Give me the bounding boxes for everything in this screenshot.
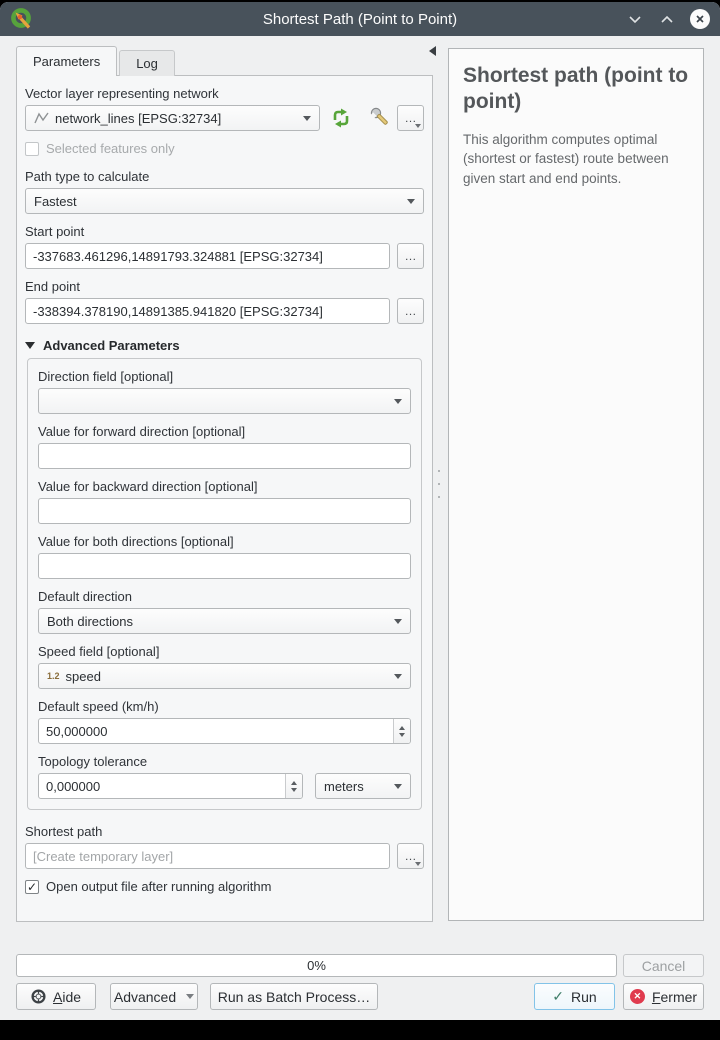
open-output-label: Open output file after running algorithm — [46, 879, 272, 894]
cancel-button[interactable]: Cancel — [623, 954, 704, 977]
spin-buttons[interactable] — [285, 774, 302, 798]
iterate-icon — [329, 106, 353, 130]
default-speed-label: Default speed (km/h) — [38, 699, 159, 714]
topology-tolerance-input[interactable] — [38, 773, 303, 799]
dialog-window — [0, 2, 720, 1020]
advanced-parameters-frame — [27, 358, 422, 810]
maximize-button[interactable] — [658, 10, 676, 28]
forward-value-input[interactable] — [38, 443, 411, 469]
start-point-input[interactable] — [25, 243, 390, 269]
default-speed-spinbox[interactable] — [38, 718, 411, 744]
expander-arrow-icon — [25, 342, 35, 349]
minimize-button[interactable] — [626, 10, 644, 28]
selected-features-checkbox[interactable] — [25, 142, 39, 156]
chevron-down-icon — [303, 116, 311, 121]
help-icon — [31, 989, 46, 1004]
topology-tolerance-label: Topology tolerance — [38, 754, 148, 769]
network-layer-combobox[interactable] — [25, 105, 320, 131]
network-layer-value: network_lines [EPSG:32734] — [55, 110, 222, 126]
topology-units-combobox[interactable] — [315, 773, 411, 799]
advanced-parameters-expander[interactable]: Advanced Parameters — [25, 338, 424, 353]
run-as-batch-button[interactable]: Run as Batch Process… — [210, 983, 378, 1010]
close-dialog-button[interactable]: ✕ Fermer — [623, 983, 704, 1010]
decimal-field-icon: 1.2 — [47, 671, 60, 681]
iterate-button[interactable] — [327, 105, 355, 131]
network-layer-label: Vector layer representing network — [25, 86, 219, 101]
advanced-menu-button[interactable]: Advanced — [110, 983, 198, 1010]
splitter-handle[interactable] — [437, 470, 441, 498]
chevron-down-icon — [394, 674, 402, 679]
spin-up-icon — [291, 781, 297, 785]
start-point-browse-button[interactable]: … — [397, 243, 424, 269]
start-point-label: Start point — [25, 224, 85, 239]
wrench-icon — [363, 105, 389, 131]
output-browse-button[interactable]: … — [397, 843, 424, 869]
both-value-label: Value for both directions [optional] — [38, 534, 234, 549]
end-point-label: End point — [25, 279, 80, 294]
run-button[interactable]: ✓ Run — [534, 983, 615, 1010]
forward-value-label: Value for forward direction [optional] — [38, 424, 246, 439]
spin-buttons[interactable] — [393, 719, 410, 743]
default-direction-label: Default direction — [38, 589, 132, 604]
browse-menu-caret-icon — [415, 862, 421, 866]
topology-tolerance-spinbox[interactable] — [38, 773, 303, 799]
default-direction-value: Both directions — [47, 613, 133, 629]
default-speed-input[interactable] — [38, 718, 411, 744]
selected-features-checkbox-row — [25, 141, 424, 156]
checkmark-icon: ✓ — [26, 879, 38, 894]
vector-line-icon — [34, 111, 50, 125]
end-point-input[interactable] — [25, 298, 390, 324]
chevron-down-icon — [394, 399, 402, 404]
progress-bar — [16, 954, 617, 977]
chevron-down-icon — [407, 199, 415, 204]
progress-text: 0% — [307, 958, 326, 973]
parameters-panel — [16, 75, 433, 922]
topology-units-value: meters — [324, 778, 364, 794]
backward-value-label: Value for backward direction [optional] — [38, 479, 258, 494]
close-badge-icon: ✕ — [630, 989, 645, 1004]
run-check-icon: ✓ — [552, 988, 565, 1004]
spin-down-icon — [291, 788, 297, 792]
output-label: Shortest path — [25, 824, 103, 839]
help-button[interactable]: Aide — [16, 983, 96, 1010]
direction-field-combobox[interactable] — [38, 388, 411, 414]
speed-field-value: speed — [65, 668, 101, 684]
button-row — [16, 983, 704, 1010]
panel-collapse-arrow[interactable] — [429, 46, 436, 56]
tab-log[interactable]: Log — [119, 50, 175, 76]
backward-value-input[interactable] — [38, 498, 411, 524]
network-browse-button[interactable]: … — [397, 105, 424, 131]
tab-parameters[interactable]: Parameters — [16, 46, 117, 76]
window-title: Shortest Path (Point to Point) — [262, 10, 458, 28]
output-path-input[interactable] — [25, 843, 390, 869]
open-output-checkbox-row — [25, 879, 424, 894]
selected-features-label: Selected features only — [46, 141, 175, 156]
path-type-combobox[interactable] — [25, 188, 424, 214]
close-button[interactable] — [690, 9, 710, 29]
help-title: Shortest path (point to point) — [463, 64, 689, 114]
path-type-value: Fastest — [34, 193, 77, 209]
speed-field-label: Speed field [optional] — [38, 644, 160, 659]
chevron-down-icon — [394, 784, 402, 789]
both-value-input[interactable] — [38, 553, 411, 579]
direction-field-label: Direction field [optional] — [38, 369, 174, 384]
help-panel — [448, 48, 704, 921]
open-output-checkbox[interactable] — [25, 880, 39, 894]
title-bar[interactable] — [0, 2, 720, 36]
spin-down-icon — [399, 733, 405, 737]
chevron-down-icon — [394, 619, 402, 624]
end-point-browse-button[interactable]: … — [397, 298, 424, 324]
edit-expression-button[interactable] — [362, 105, 390, 131]
spin-up-icon — [399, 726, 405, 730]
tab-bar — [16, 46, 175, 76]
browse-menu-caret-icon — [415, 124, 421, 128]
default-direction-combobox[interactable] — [38, 608, 411, 634]
speed-field-combobox[interactable] — [38, 663, 411, 689]
help-description: This algorithm computes optimal (shortest or fastest) route between given start and end points. — [463, 131, 669, 186]
path-type-label: Path type to calculate — [25, 169, 150, 184]
chevron-down-icon — [186, 994, 194, 999]
